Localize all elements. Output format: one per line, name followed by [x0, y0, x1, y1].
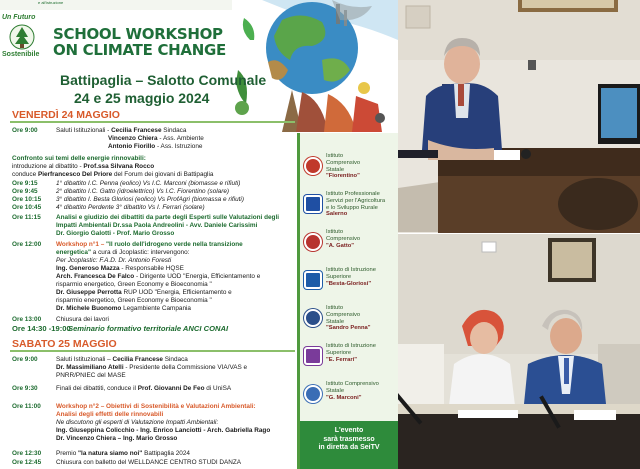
school-name: "Besta-Gloriosi"	[326, 280, 372, 287]
desc: 1° dibattito I.C. Penna (eolico) Vs I.C. Marconi (biomasse e rifiuti)	[56, 180, 241, 187]
desc-line: Ing. Giuseppina Colicchio - Ing. Enrico Lanciotti - Arch. Gabriella Rago	[56, 427, 271, 434]
school-name-block	[326, 153, 360, 180]
desc: del Forum dei giovani di Battipaglia	[113, 171, 214, 178]
school-name-block	[326, 343, 376, 363]
desc-rest: Battipaglia 2024	[144, 450, 190, 457]
desc-line: Impatti Ambientali Dr.ssa Paola Andreolini - Avv. Daniele Carissimi	[56, 222, 258, 229]
stream-notice	[300, 421, 398, 469]
school-line: Comprensivo	[326, 235, 361, 242]
label: introduzione al dibattito -	[12, 163, 82, 170]
time: Ore 14:30 -19:00	[12, 324, 71, 333]
desc	[56, 356, 188, 364]
workshop-title: "Il ruolo dell'idrogeno verde nella transizione	[106, 241, 243, 248]
school-name: "Sandro Penna"	[326, 325, 371, 332]
school-item	[304, 191, 398, 219]
desc-rest: di UniSA	[206, 385, 232, 392]
desc: a cura di Jcoplastic: intervengono:	[92, 249, 190, 256]
speaker-line	[56, 289, 232, 297]
time: Ore 9:30	[12, 385, 38, 392]
workshop-title: energetica"	[56, 249, 91, 256]
desc	[56, 241, 243, 249]
day1-divider	[10, 121, 295, 123]
time: Ore 9:00	[12, 356, 38, 363]
desc-line: Analisi degli effetti delle rinnovabili	[56, 411, 164, 418]
desc-text: Premio	[56, 450, 77, 457]
desc-text: Finali dei dibattiti, conduce il	[56, 385, 136, 392]
school-name-block	[326, 267, 376, 287]
speaker: Pierfrancesco Del Priore	[37, 171, 113, 178]
school-crest-icon	[304, 309, 322, 327]
speaker: Dr. Massimiliano Atelli	[56, 364, 124, 371]
desc: Chiusura con balletto del WELLDANCE CENTRO STUDI DANZA	[56, 459, 242, 466]
school-line: Istituto	[326, 229, 344, 235]
school-line: Statale	[326, 318, 345, 325]
school-line: e lo Sviluppo Rurale	[326, 204, 378, 211]
school-line: Superiore	[326, 273, 352, 280]
school-line: Istituto Comprensivo	[326, 381, 379, 387]
school-line: Statale	[326, 166, 345, 173]
school-item	[304, 343, 398, 371]
role-line: PNRR/PNIEC del MASE	[56, 372, 126, 379]
photo-panel-table	[398, 234, 640, 469]
speaker: Ing. Generoso Mazza	[56, 265, 120, 272]
desc: 3° dibattito I. Besta Gloriosi (eolico) Vs ProfAgri (biomassa e rifiuti)	[56, 196, 244, 203]
desc: Analisi e giudizio dei dibattiti da parte degli Esperti sulle Valutazioni degli	[56, 214, 279, 221]
school-name: "E. Ferrari"	[326, 356, 357, 363]
poster-title	[53, 26, 226, 58]
school-line: Istituto	[326, 153, 344, 159]
brand-bottom: Sostenibile	[2, 51, 40, 58]
speaker: Dr. Michele Buonomo	[56, 305, 122, 312]
school-name-block	[326, 381, 379, 401]
time: Ore 12:45	[12, 459, 42, 466]
school-name-block	[326, 305, 370, 332]
debate-intro: Confronto sui temi delle energie rinnovabili:	[12, 155, 146, 162]
day2-heading: SABATO 25 MAGGIO	[12, 338, 117, 350]
day1-heading: VENERDÌ 24 MAGGIO	[12, 109, 120, 121]
school-line: Statale	[326, 387, 345, 394]
speaker-line	[56, 265, 184, 273]
desc-line: Ne discutono gli esperti di Valutazione Impatti Ambientali:	[56, 419, 219, 426]
time: Ore 12:00	[12, 241, 42, 248]
desc	[56, 127, 186, 135]
school-name: Salerno	[326, 211, 348, 218]
title-line-2: ON CLIMATE CHANGE	[53, 41, 226, 59]
desc	[56, 385, 231, 393]
stream-line: sarà trasmesso	[323, 435, 375, 443]
role: - Responsabile HQSE	[121, 265, 184, 272]
role: Legambiente Campania	[123, 305, 191, 312]
school-crest-icon	[304, 233, 322, 251]
time: Ore 11:15	[12, 214, 41, 221]
intro-line	[12, 163, 154, 171]
speaker: Vincenzo Chiera	[108, 135, 158, 142]
brand-logo	[2, 14, 44, 60]
speaker-line	[56, 364, 247, 372]
role: Sindaca	[164, 356, 188, 363]
title-line-1: SCHOOL WORKSHOP	[53, 25, 223, 43]
school-line: Istituto Professionale	[326, 191, 380, 197]
school-line: Comprensivo	[326, 311, 361, 318]
earth-globe-illustration	[232, 0, 398, 132]
speaker: Arch. Francesca De Falco	[56, 273, 135, 280]
time: Ore 11:00	[12, 403, 41, 410]
desc-line: Dr. Vincenzo Chiera – Ing. Mario Grosso	[56, 435, 178, 442]
schools-sidebar	[297, 133, 398, 469]
time: Ore 10:15	[12, 196, 42, 203]
role: - Dirigente UOD "Energia, Efficientamento e	[135, 273, 261, 280]
desc-line: Per Jcoplastic: F.A.D. Dr. Antonio Foresti	[56, 257, 172, 264]
speaker-line	[108, 135, 204, 143]
stream-line: in diretta da SeiTV	[318, 444, 380, 451]
school-name: "Fiorentino"	[326, 173, 360, 180]
award-name: "la natura siamo noi"	[78, 450, 143, 457]
time: Ore 10:45	[12, 204, 42, 211]
stream-line: L'evento	[334, 427, 364, 434]
school-item	[304, 229, 398, 257]
workshop-label: Workshop n°2 – Obiettivi di Sostenibilità e Valutazioni Ambientali:	[56, 403, 256, 410]
school-crest-icon	[304, 271, 322, 289]
school-crest-icon	[304, 195, 322, 213]
speaker: Prof. Giovanni De Feo	[137, 385, 205, 392]
desc: Chiusura dei lavori	[56, 316, 109, 323]
role-line: risparmio energetico, Green Economy e Bioeconomia "	[56, 297, 212, 304]
school-name-block	[326, 191, 385, 218]
school-name: "G. Marconi"	[326, 394, 362, 401]
event-place: Battipaglia – Salotto Comunale	[60, 72, 267, 88]
speaker: Antonio Fiorillo	[108, 143, 156, 150]
day2-divider	[10, 350, 295, 352]
school-line: Superiore	[326, 349, 352, 356]
role: - Presidente della Commissione VIA/VAS e	[125, 364, 248, 371]
school-item	[304, 267, 398, 295]
school-line: Istituto	[326, 305, 344, 311]
label: conduce	[12, 171, 37, 178]
time: Ore 9:15	[12, 180, 38, 187]
time: Ore 13:00	[12, 316, 42, 323]
sponsor-logos	[38, 0, 74, 5]
time: Ore 9:45	[12, 188, 38, 195]
event-dates: 24 e 25 maggio 2024	[74, 90, 210, 106]
brand-tree-icon	[8, 23, 36, 51]
role: - Ass. Ambiente	[159, 135, 204, 142]
school-crest-icon	[304, 385, 322, 403]
label: Saluti Istituzionali –	[56, 356, 111, 363]
speaker: Cecilia Francese	[111, 127, 162, 134]
speaker: Dr. Giuseppe Perrotta	[56, 289, 122, 296]
school-line: Istituto di Istruzione	[326, 267, 376, 273]
label: Saluti Istituzionali -	[56, 127, 110, 134]
speaker: Prof.ssa Silvana Rocco	[83, 163, 155, 170]
school-line: Servizi per l'Agricoltura	[326, 197, 386, 204]
role: - Ass. Istruzione	[157, 143, 203, 150]
desc: 2° dibattito I.C. Gatto (idroelettrico) Vs I.C. Fiorentino (solare)	[56, 188, 230, 195]
sponsor-text: e all'istruzione	[38, 0, 64, 5]
desc-line	[56, 249, 189, 257]
school-line: Istituto di Istruzione	[326, 343, 376, 349]
speaker-line	[56, 305, 191, 313]
workshop-label: Workshop n°1 –	[56, 241, 105, 248]
role: Sindaca	[163, 127, 187, 134]
school-line: Comprensivo	[326, 159, 361, 166]
speaker: Cecilia Francese	[112, 356, 163, 363]
brand-top: Un Futuro	[2, 14, 36, 21]
school-name: "A. Gatto"	[326, 242, 355, 249]
speaker-line	[108, 143, 202, 151]
school-item	[304, 305, 398, 333]
time: Ore 9:00	[12, 127, 38, 134]
school-item	[304, 381, 398, 409]
school-item	[304, 153, 398, 181]
role-line: risparmio energetico, Green Economy e Bioeconomia "	[56, 281, 212, 288]
school-crest-icon	[304, 347, 322, 365]
school-crest-icon	[304, 157, 322, 175]
desc	[56, 450, 190, 458]
desc-line: Dr. Giorgio Galotti - Prof. Mario Grosso	[56, 230, 175, 237]
desc: 4° dibattito Perdente 3° dibattito Vs I. Ferrari (solare)	[56, 204, 205, 211]
desc: Seminario formativo territoriale ANCI CONAI	[68, 324, 229, 333]
speaker-line	[56, 273, 260, 281]
photo-speaker-podium	[398, 0, 640, 233]
time: Ore 12:30	[12, 450, 42, 457]
school-name-block	[326, 229, 360, 249]
conduce-line	[12, 171, 213, 179]
role: RUP UOD "Energia, Efficientamento e	[123, 289, 232, 296]
